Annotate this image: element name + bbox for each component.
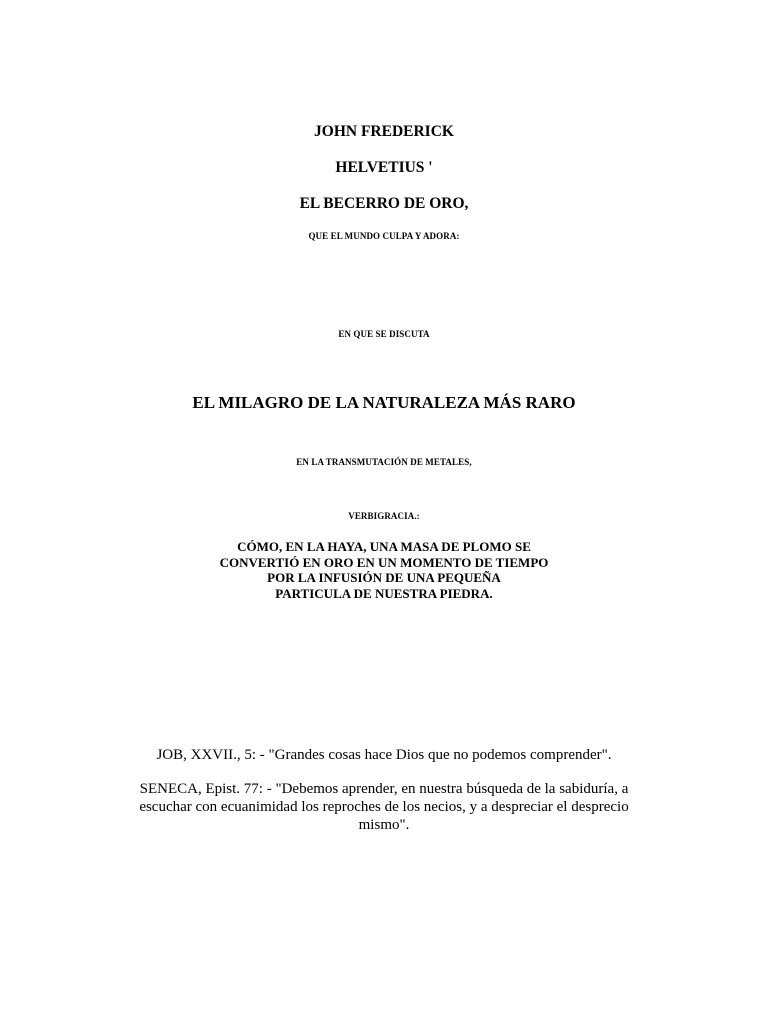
como-line-2: CONVERTIÓ EN ORO EN UN MOMENTO DE TIEMPO [219,554,549,570]
como-paragraph [0,539,768,601]
como-line-4: PARTICULA DE NUESTRA PIEDRA. [275,585,493,601]
como-line-1: CÓMO, EN LA HAYA, UNA MASA DE PLOMO SE [237,539,531,554]
document-title: EL BECERRO DE ORO, [299,195,469,212]
quote-seneca: SENECA, Epist. 77: - "Debemos aprender, en nuestra búsqueda de la sabiduría, a escuchar con ecuanimidad los reproches de los necios, y a despreciar el desprecio mismo". [139,781,629,833]
document-subtitle: QUE EL MUNDO CULPA Y ADORA: [308,231,460,241]
author-line-2: HELVETIUS ' [335,159,433,176]
miracle-heading: EL MILAGRO DE LA NATURALEZA MÁS RARO [192,393,576,412]
quote-job: JOB, XXVII., 5: - "Grandes cosas hace Dios que no podemos comprender". [156,747,612,763]
transmutation-line: EN LA TRANSMUTACIÓN DE METALES, [296,457,472,467]
verbigracia-line: VERBIGRACIA.: [348,511,420,521]
como-line-3: POR LA INFUSIÓN DE UNA PEQUEÑA [267,570,501,585]
discuss-line: EN QUE SE DISCUTA [338,329,430,339]
author-line-1: JOHN FREDERICK [314,123,454,140]
